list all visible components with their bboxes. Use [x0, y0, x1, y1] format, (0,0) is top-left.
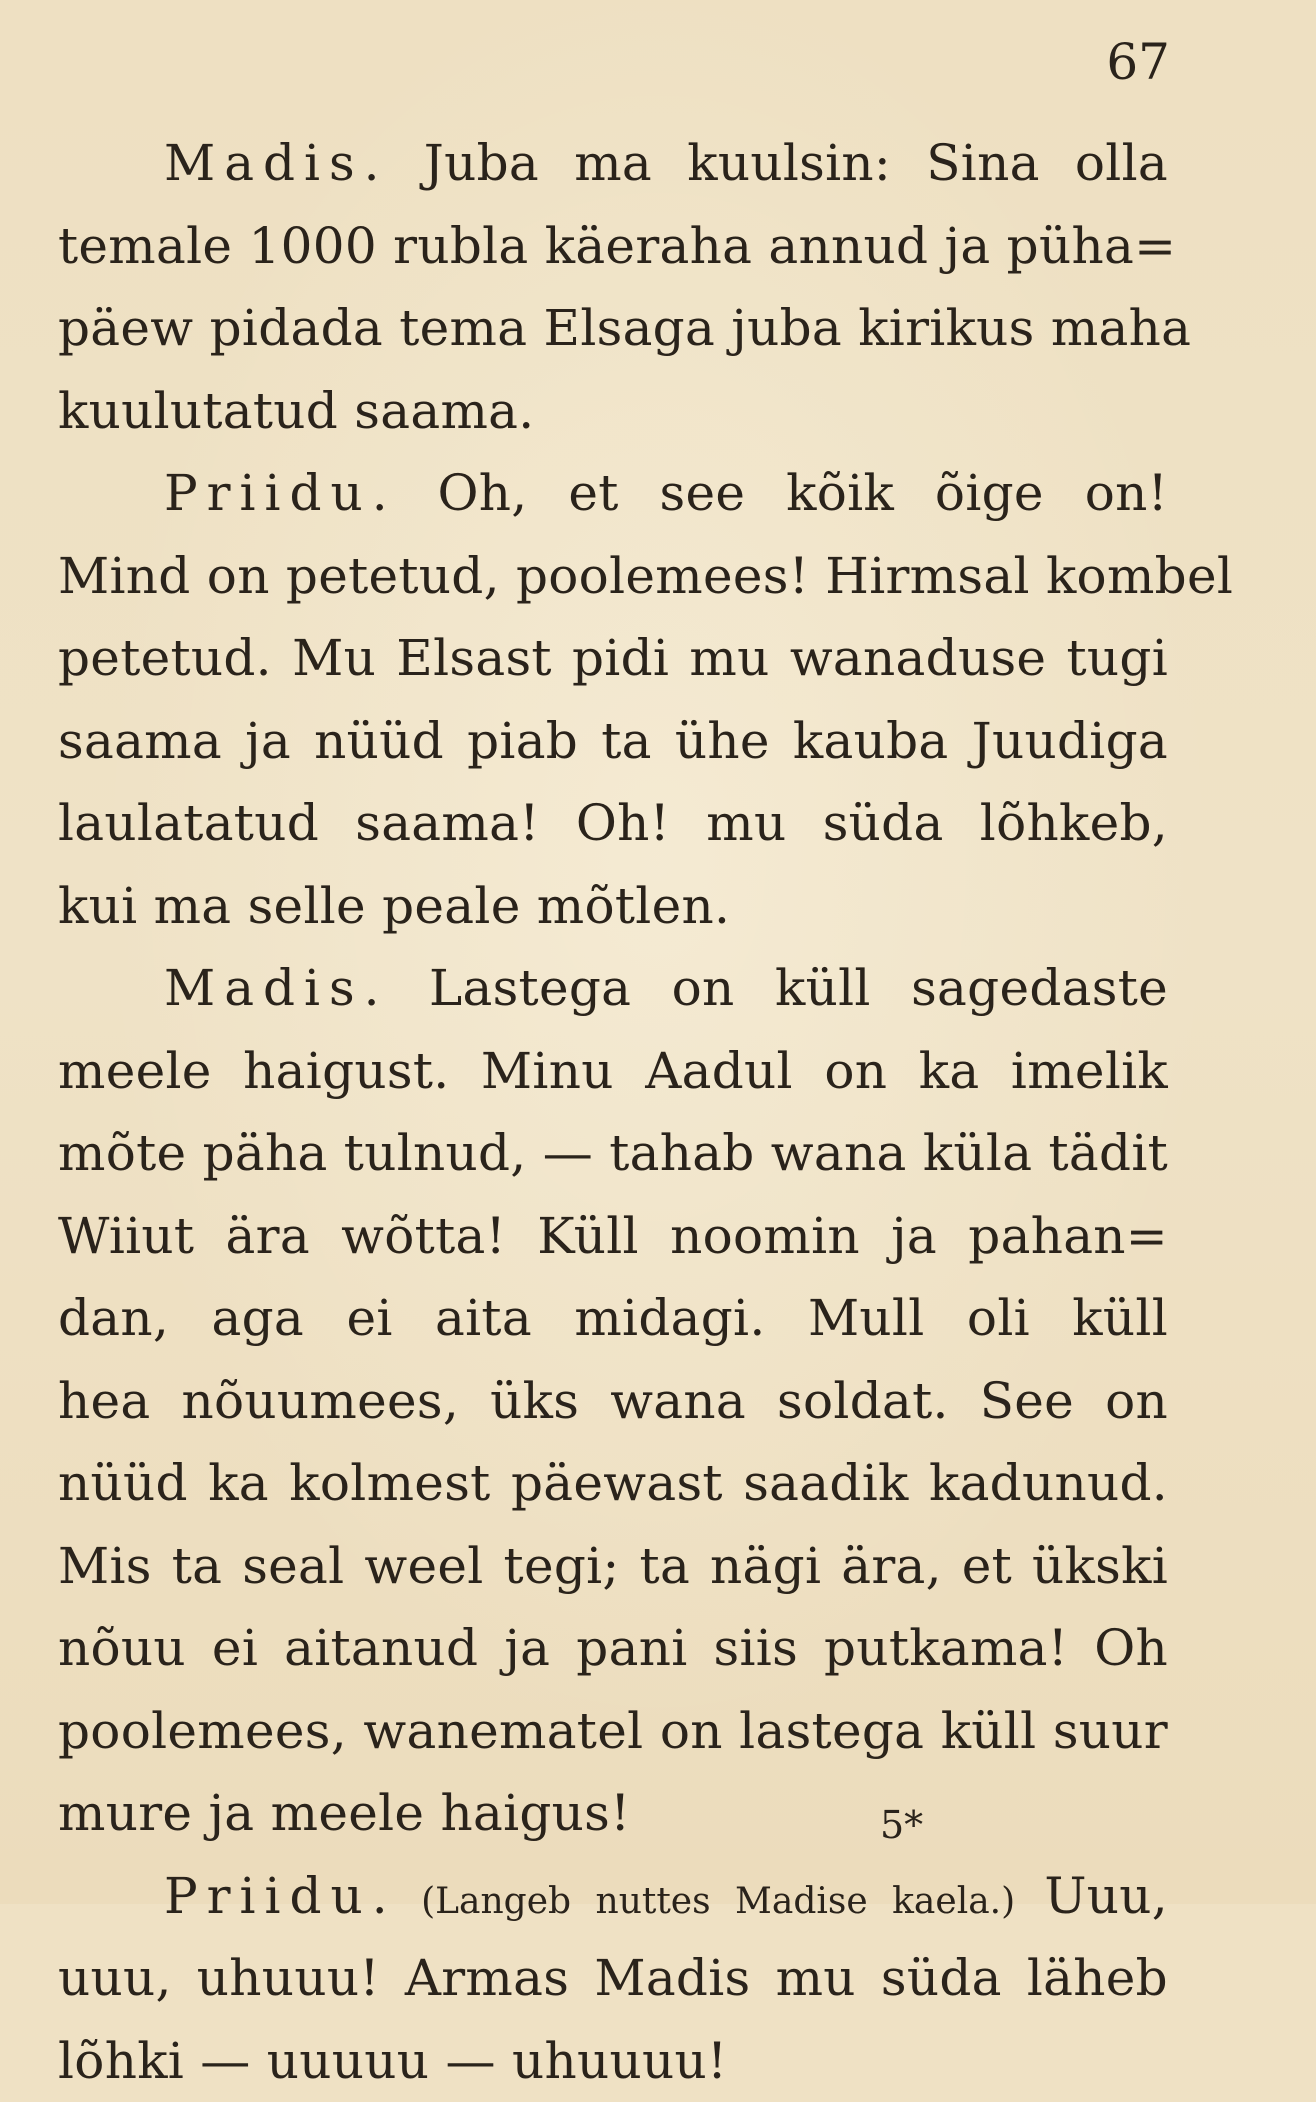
text-line [58, 1195, 1168, 1278]
page-number: 67 [1090, 32, 1170, 92]
text-line [58, 370, 1168, 453]
text-line [58, 617, 1168, 700]
text-line [58, 700, 1168, 783]
text-line [58, 1442, 1168, 1525]
text-line [58, 2020, 1168, 2102]
line-text: Mis ta seal weel tegi; ta nägi ära, et ükski [58, 1537, 1168, 1595]
line-text: poolemees, wanematel on lastega küll suur [58, 1702, 1168, 1760]
speaker-name: Madis. [164, 959, 389, 1017]
line-text: mõte päha tulnud, — tahab wana küla tädit [58, 1124, 1168, 1182]
line-text: saama ja nüüd piab ta ühe kauba Juudiga [58, 712, 1168, 770]
text-line [58, 1772, 1168, 1855]
line-text: laulatatud saama! Oh! mu süda lõhkeb, [58, 794, 1168, 852]
text-line [58, 1525, 1168, 1608]
speaker-name: Madis. [164, 134, 389, 192]
line-text: kuulutatud saama. [58, 382, 535, 440]
text-line [58, 1277, 1168, 1360]
line-text: lõhki — uuuuu — uhuuuu! [58, 2032, 727, 2090]
dialogue-text [58, 122, 1168, 2102]
line-text: Uuu, [1015, 1867, 1168, 1925]
text-line [58, 1937, 1168, 2020]
line-text: päew pidada tema Elsaga juba kirikus maha [58, 299, 1191, 357]
text-line [58, 1690, 1168, 1773]
text-line [58, 1112, 1168, 1195]
text-line [58, 122, 1168, 205]
signature-mark: 5* [880, 1803, 1000, 1847]
text-line [58, 452, 1168, 535]
line-text: nüüd ka kolmest päewast saadik kadunud. [58, 1454, 1168, 1512]
text-line [58, 1855, 1168, 1938]
line-text: Wiiut ära wõtta! Küll noomin ja pahan= [58, 1207, 1168, 1265]
text-line [58, 1030, 1168, 1113]
line-text: kui ma selle peale mõtlen. [58, 877, 730, 935]
line-text: hea nõuumees, üks wana soldat. See on [58, 1372, 1168, 1430]
text-line [58, 205, 1168, 288]
speaker-name: Priidu. [164, 464, 397, 522]
line-text: temale 1000 rubla käeraha annud ja püha= [58, 217, 1176, 275]
text-line [58, 287, 1168, 370]
text-line [58, 865, 1168, 948]
line-text: nõuu ei aitanud ja pani siis putkama! Oh [58, 1619, 1168, 1677]
line-text: Oh, et see kõik õige on! [397, 464, 1168, 522]
line-text: meele haigust. Minu Aadul on ka imelik [58, 1042, 1168, 1100]
line-text: uuu, uhuuu! Armas Madis mu süda läheb [58, 1949, 1168, 2007]
speaker-name: Priidu. [164, 1867, 397, 1925]
text-line [58, 782, 1168, 865]
line-text: dan, aga ei aita midagi. Mull oli küll [58, 1289, 1168, 1347]
line-text: petetud. Mu Elsast pidi mu wanaduse tugi [58, 629, 1168, 687]
text-line [58, 535, 1168, 618]
line-text: mure ja meele haigus! [58, 1784, 631, 1842]
stage-direction: (Langeb nuttes Madise kaela.) [397, 1881, 1016, 1922]
line-text: Lastega on küll sagedaste [389, 959, 1168, 1017]
text-line [58, 1360, 1168, 1443]
line-text: Juba ma kuulsin: Sina olla [389, 134, 1168, 192]
text-line [58, 947, 1168, 1030]
line-text: Mind on petetud, poolemees! Hirmsal kombel [58, 547, 1233, 605]
text-line [58, 1607, 1168, 1690]
